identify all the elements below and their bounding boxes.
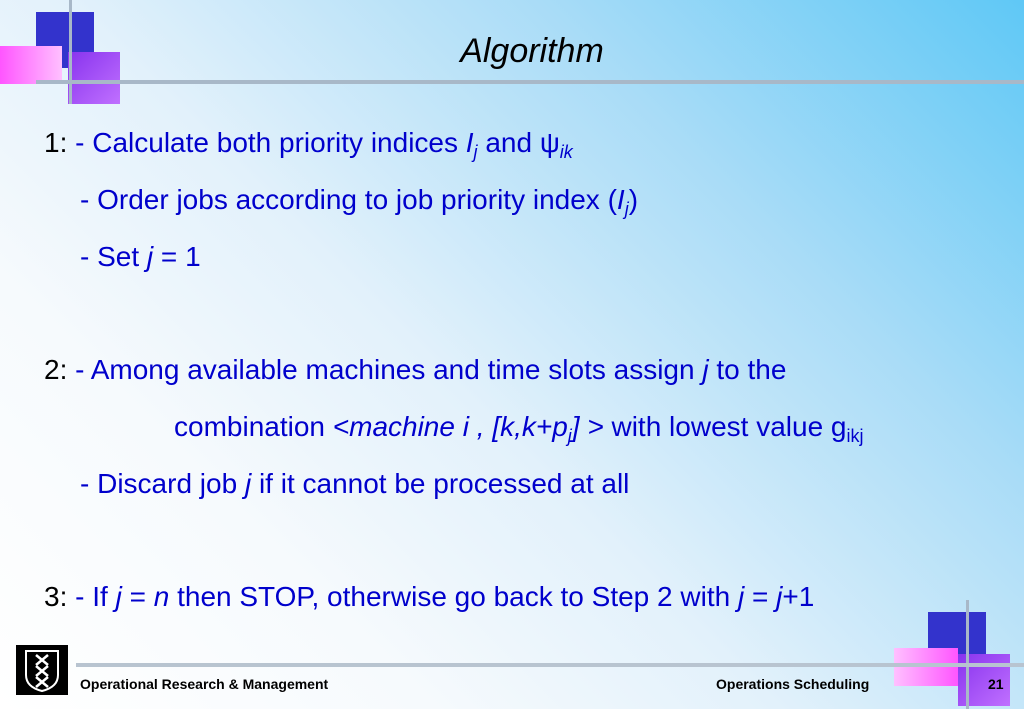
step1-c-text: - Set [80,241,147,272]
step3-line [44,581,814,613]
step2-a-var: j [702,354,709,385]
step1-a-sub2: ik [559,142,573,162]
step3-var1: j [115,581,122,612]
step1-a-sub1: j [473,142,478,162]
step2-b-sub1: j [567,426,572,446]
step1-line-c [80,241,201,273]
step1-b-var: I [616,184,625,215]
step1-line-a [44,127,573,162]
title-underline [36,80,1024,84]
step1-b-sub: j [624,199,629,219]
step3-number: 3: [44,581,68,612]
step2-c-var: j [244,468,252,499]
footer-left-text: Operational Research & Management [80,676,329,692]
step1-a-mid: and [477,127,540,158]
decor-vline-bottom [966,600,969,709]
step1-c-post: = 1 [153,241,201,272]
step1-c-var: j [146,241,154,272]
step2-b-it2: ] > [571,411,604,442]
decor-square-magenta-bottom [894,648,958,686]
step2-b-post: with lowest value g [603,411,847,442]
step2-a-text: - Among available machines and time slots assign [75,354,703,385]
step3-var4: j [776,581,783,612]
step1-line-b [80,184,639,219]
step1-a-var2: ψ [539,127,560,158]
step1-a-var1: I [465,127,474,158]
footer-center-text: Operations Scheduling [716,676,870,692]
step1-number: 1: [44,127,68,158]
step3-eq2: = [744,581,777,612]
step1-a-text: - Calculate both priority indices [75,127,466,158]
step3-var2: n [153,581,170,612]
university-logo [16,645,68,695]
step2-line-c [80,468,629,500]
step2-line-b [174,411,864,446]
step3-eq: = [121,581,154,612]
step2-b-sub2: ikj [846,426,864,446]
step2-c-text: - Discard job [80,468,245,499]
footer-divider [76,663,1024,667]
step3-var3: j [737,581,745,612]
step3-mid: then STOP, otherwise go back to Step 2 with [169,581,738,612]
step3-post: +1 [782,581,815,612]
step2-c-post: if it cannot be processed at all [251,468,630,499]
step2-line-a [44,354,786,386]
xxx-crest-icon [16,645,68,695]
step2-b-text: combination [174,411,333,442]
slide-title: Algorithm [460,32,604,70]
step2-number: 2: [44,354,68,385]
step3-pre: - If [75,581,116,612]
step2-a-post: to the [708,354,787,385]
step1-b-text: - Order jobs according to job priority index ( [80,184,617,215]
step1-b-post: ) [628,184,639,215]
step2-b-it1: <machine i , [k,k+p [332,411,568,442]
page-number: 21 [988,676,1004,692]
